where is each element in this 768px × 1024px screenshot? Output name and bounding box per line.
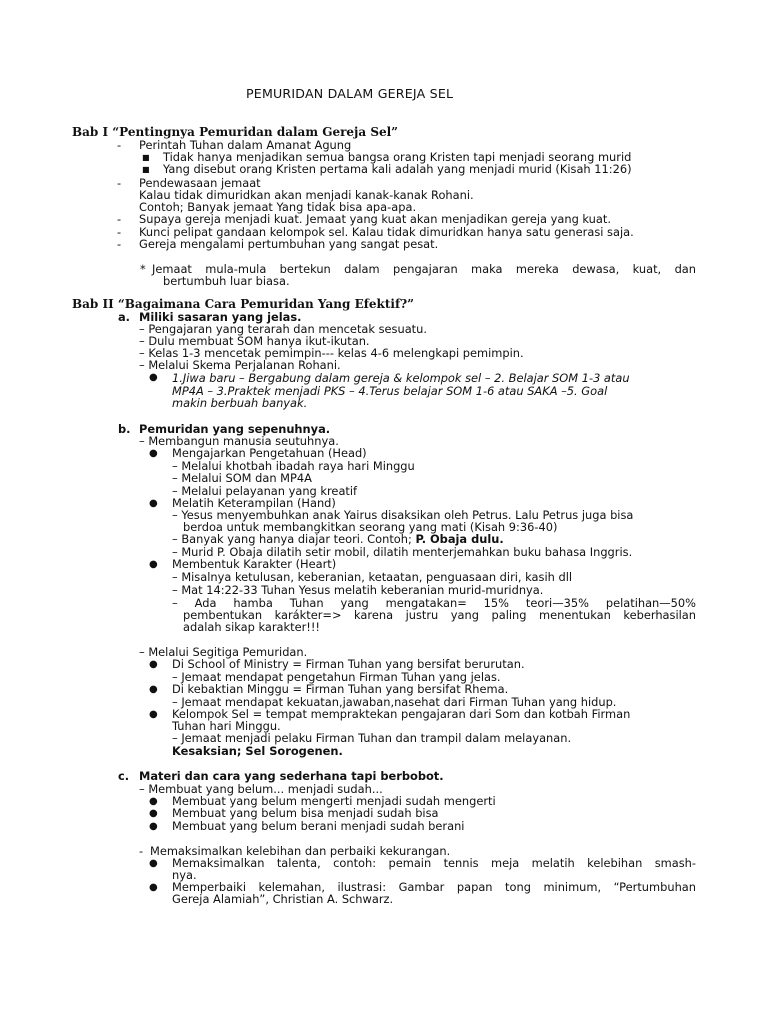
- bullet-icon: ●: [149, 498, 158, 509]
- scheme-line-2: MP4A – 3.Praktek menjadi PKS – 4.Terus belajar SOM 1-6 atau SAKA –5. Goal: [172, 384, 608, 398]
- bullet-icon: ●: [149, 821, 158, 832]
- section-a-line-1: – Pengajaran yang terarah dan mencetak sesuatu.: [139, 322, 427, 336]
- dash-marker: -: [117, 225, 122, 239]
- bab1-note-line-1: Jemaat mula-mula bertekun dalam pengajaran maka mereka dewasa, kuat, dan: [152, 262, 696, 276]
- section-a-label: a.: [118, 310, 131, 324]
- bab1-item-2: Pendewasaan jemaat: [139, 176, 261, 190]
- hand-item-1b: berdoa untuk membangkitkan seorang yang mati (Kisah 9:36-40): [183, 520, 558, 534]
- dash-marker: -: [117, 176, 122, 190]
- hand-item-2-text: – Banyak yang hanya diajar teori. Contoh;: [172, 532, 412, 546]
- section-c-item-1: Membuat yang belum mengerti menjadi sudah mengerti: [172, 794, 496, 808]
- section-b-line-1: – Membangun manusia seutuhnya.: [139, 434, 339, 448]
- head-item-1: – Melalui khotbah ibadah raya hari Minggu: [172, 459, 415, 473]
- segitiga-item-2: Di kebaktian Minggu = Firman Tuhan yang bersifat Rhema.: [172, 682, 509, 696]
- head-heading: Mengajarkan Pengetahuan (Head): [172, 446, 367, 460]
- segitiga-item-3c: – Jemaat menjadi pelaku Firman Tuhan dan trampil dalam melayanan.: [172, 731, 572, 745]
- bullet-icon: ●: [149, 659, 158, 670]
- hand-item-3: – Murid P. Obaja dilatih setir mobil, dilatih menterjemahkan buku bahasa Inggris.: [172, 545, 633, 559]
- dash-marker: -: [139, 844, 144, 858]
- bab2-heading: Bab II “Bagaimana Cara Pemuridan Yang Efektif?”: [72, 297, 415, 311]
- bab1-item-1a: Tidak hanya menjadikan semua bangsa orang Kristen tapi menjadi seorang murid: [163, 150, 632, 164]
- bullet-icon: ●: [149, 448, 158, 459]
- bab1-item-2b: Contoh; Banyak jemaat Yang tidak bisa apa-apa.: [139, 200, 417, 214]
- section-a-line-3: – Kelas 1-3 mencetak pemimpin--- kelas 4-6 melengkapi pemimpin.: [139, 346, 524, 360]
- segitiga-item-2a: – Jemaat mendapat kekuatan,jawaban,nasehat dari Firman Tuhan yang hidup.: [172, 695, 617, 709]
- square-bullet-icon: ■: [142, 153, 150, 162]
- heart-item-3: – Ada hamba Tuhan yang mengatakan= 15% teori—35% pelatihan—50%: [172, 596, 696, 610]
- heart-item-3c: adalah sikap karakter!!!: [183, 620, 320, 634]
- section-c-item-5: Memperbaiki kelemahan, ilustrasi: Gambar papan tong minimum, “Pertumbuhan: [172, 880, 696, 894]
- bullet-icon: ●: [149, 882, 158, 893]
- bab1-item-3: Supaya gereja menjadi kuat. Jemaat yang kuat akan menjadikan gereja yang kuat.: [139, 212, 611, 226]
- section-a-line-2: – Dulu membuat SOM hanya ikut-ikutan.: [139, 334, 370, 348]
- bab1-item-2a: Kalau tidak dimuridkan akan menjadi kanak-kanak Rohani.: [139, 188, 474, 202]
- scheme-line-3: makin berbuah banyak.: [172, 396, 308, 410]
- section-c-line-2: Memaksimalkan kelebihan dan perbaiki kekurangan.: [150, 844, 451, 858]
- head-item-3: – Melalui pelayanan yang kreatif: [172, 484, 358, 498]
- dash-marker: -: [117, 237, 122, 251]
- head-item-2: – Melalui SOM dan MP4A: [172, 471, 312, 485]
- page-title: PEMURIDAN DALAM GEREJA SEL: [246, 86, 454, 101]
- segitiga-heading: – Melalui Segitiga Pemuridan.: [139, 645, 308, 659]
- heart-item-2: – Mat 14:22-33 Tuhan Yesus melatih keberanian murid-muridnya.: [172, 583, 544, 597]
- hand-item-2: [172, 533, 504, 545]
- bullet-icon: ●: [149, 709, 158, 720]
- bab1-item-4: Kunci pelipat gandaan kelompok sel. Kalau tidak dimuridkan hanya satu generasi saja.: [139, 225, 634, 239]
- hand-item-2-bold: P. Obaja dulu.: [415, 532, 504, 546]
- section-c-item-5b: Gereja Alamiah”, Christian A. Schwarz.: [172, 892, 394, 906]
- bab1-item-5: Gereja mengalami pertumbuhan yang sangat pesat.: [139, 237, 439, 251]
- section-c-item-4b: nya.: [172, 868, 197, 882]
- section-b-label: b.: [118, 422, 131, 436]
- bab1-item-1b: Yang disebut orang Kristen pertama kali adalah yang menjadi murid (Kisah 11:26): [163, 162, 632, 176]
- bullet-icon: ●: [149, 808, 158, 819]
- section-c-label: c.: [118, 769, 130, 783]
- bab1-heading: Bab I “Pentingnya Pemuridan dalam Gereja Sel”: [72, 125, 399, 139]
- bab1-item-1: Perintah Tuhan dalam Amanat Agung: [139, 138, 352, 152]
- segitiga-item-3d: Kesaksian; Sel Sorogenen.: [172, 744, 343, 758]
- heart-heading: Membentuk Karakter (Heart): [172, 557, 337, 571]
- segitiga-item-3: Kelompok Sel = tempat mempraktekan pengajaran dari Som dan kotbah Firman: [172, 707, 631, 721]
- section-a-line-4: – Melalui Skema Perjalanan Rohani.: [139, 358, 341, 372]
- bullet-icon: ●: [149, 559, 158, 570]
- section-c-item-3: Membuat yang belum berani menjadi sudah berani: [172, 819, 465, 833]
- heart-item-3b: pembentukan karákter=> karena justru yang paling menentukan keberhasilan: [183, 608, 696, 622]
- section-b-heading: Pemuridan yang sepenuhnya.: [139, 422, 331, 436]
- section-c-item-2: Membuat yang belum bisa menjadi sudah bisa: [172, 806, 439, 820]
- asterisk-icon: *: [140, 262, 146, 276]
- bullet-icon: ●: [149, 372, 158, 383]
- section-c-line-1: – Membuat yang belum... menjadi sudah...: [139, 782, 383, 796]
- section-c-item-4: Memaksimalkan talenta, contoh: pemain tennis meja melatih kelebihan smash-: [172, 856, 696, 870]
- bullet-icon: ●: [149, 858, 158, 869]
- dash-marker: -: [117, 138, 122, 152]
- dash-marker: -: [117, 212, 122, 226]
- square-bullet-icon: ■: [142, 165, 150, 174]
- bullet-icon: ●: [149, 796, 158, 807]
- hand-item-1: – Yesus menyembuhkan anak Yairus disaksikan oleh Petrus. Lalu Petrus juga bisa: [172, 508, 634, 522]
- heart-item-1: – Misalnya ketulusan, keberanian, ketaatan, penguasaan diri, kasih dll: [172, 570, 573, 584]
- scheme-line-1: 1.Jiwa baru – Bergabung dalam gereja & kelompok sel – 2. Belajar SOM 1-3 atau: [172, 371, 630, 385]
- segitiga-item-1a: – Jemaat mendapat pengetahun Firman Tuhan yang jelas.: [172, 670, 501, 684]
- section-c-heading: Materi dan cara yang sederhana tapi berbobot.: [139, 769, 444, 783]
- hand-heading: Melatih Keterampilan (Hand): [172, 496, 336, 510]
- bab1-note-line-2: bertumbuh luar biasa.: [163, 274, 290, 288]
- segitiga-item-3b: Tuhan hari Minggu.: [172, 719, 281, 733]
- segitiga-item-1: Di School of Ministry = Firman Tuhan yang bersifat berurutan.: [172, 657, 525, 671]
- bullet-icon: ●: [149, 684, 158, 695]
- section-a-heading: Miliki sasaran yang jelas.: [139, 310, 302, 324]
